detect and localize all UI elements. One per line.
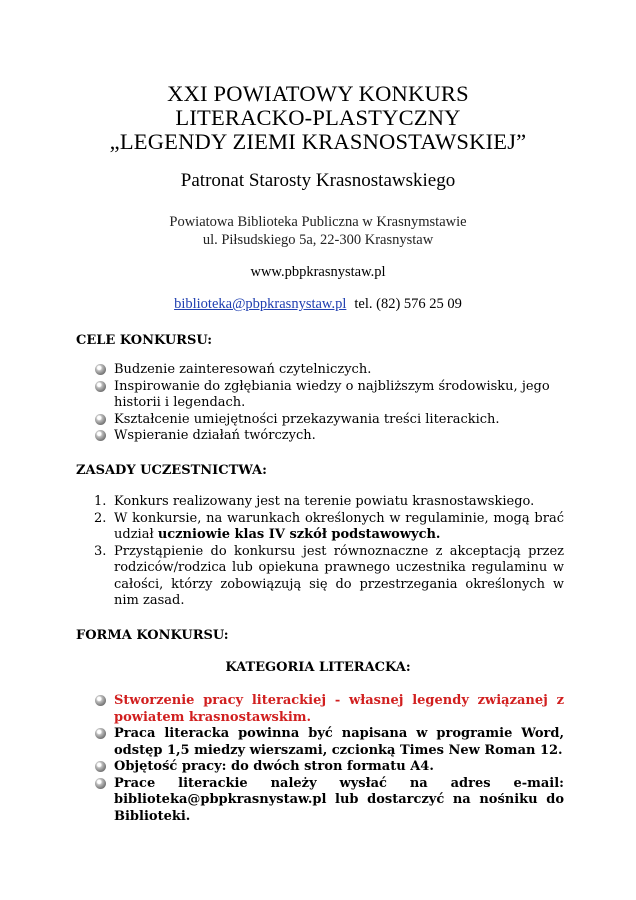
item-number: 2. — [94, 510, 107, 526]
rule-text: Konkurs realizowany jest na terenie powiatu krasnostawskiego. — [114, 494, 535, 509]
item-number: 1. — [94, 494, 107, 509]
title-line-3: „LEGENDY ZIEMI KRASNOSTAWSKIEJ” — [109, 129, 527, 154]
goal-text: Kształcenie umiejętności przekazywania treści literackich. — [114, 411, 500, 427]
phone-number: tel. (82) 576 25 09 — [354, 296, 462, 312]
bullet-icon — [95, 364, 106, 375]
goal-text: Inspirowanie do zgłębiania wiedzy o najbliższym środowisku, jego historii i legendach. — [114, 378, 550, 410]
goal-text: Budzenie zainteresowań czytelniczych. — [114, 362, 372, 377]
section-heading-zasady: ZASADY UCZESTNICTWA: — [76, 463, 267, 478]
list-item — [94, 362, 564, 379]
rule-bold-text: uczniowie klas IV szkół podstawowych. — [157, 527, 441, 542]
list-item — [94, 544, 564, 610]
rule-text: W konkursie, na warunkach określonych w regulaminie, mogą brać udział — [114, 510, 564, 542]
bullet-icon — [95, 778, 106, 789]
goal-text: Wspieranie działań twórczych. — [114, 428, 316, 443]
section-heading-forma: FORMA KONKURSU: — [76, 628, 229, 643]
goals-list — [94, 362, 564, 445]
category-heading: KATEGORIA LITERACKA: — [225, 660, 411, 675]
bullet-icon — [95, 695, 106, 706]
contact-line — [0, 296, 636, 313]
website-link[interactable]: www.pbpkrasnystaw.pl — [250, 264, 386, 280]
email-link[interactable]: biblioteka@pbpkrasnystaw.pl — [174, 296, 347, 312]
list-item — [94, 726, 564, 759]
list-item — [94, 379, 564, 412]
list-item — [94, 412, 564, 429]
item-number: 3. — [94, 543, 107, 559]
category-text: Prace literackie należy wysłać na adres e-mail: biblioteka@pbpkrasnystaw.pl lub dostarczyć na nośniku do Biblioteki. — [114, 775, 564, 824]
library-address: ul. Piłsudskiego 5a, 22-300 Krasnystaw — [202, 232, 434, 248]
literary-category-list — [94, 693, 564, 825]
category-text: Objętość pracy: do dwóch stron formatu A4. — [114, 759, 434, 774]
list-item — [94, 494, 564, 511]
patronage-line: Patronat Starosty Krasnostawskiego — [180, 170, 456, 191]
title-line-1: XXI POWIATOWY KONKURS — [167, 81, 469, 106]
library-name: Powiatowa Biblioteka Publiczna w Krasnymstawie — [169, 214, 467, 230]
bullet-icon — [95, 414, 106, 425]
list-item — [94, 511, 564, 544]
title-line-2: LITERACKO-PLASTYCZNY — [175, 105, 461, 130]
bullet-icon — [95, 728, 106, 739]
list-item — [94, 759, 564, 776]
rules-list — [94, 494, 564, 610]
category-text: Praca literacka powinna być napisana w programie Word, odstęp 1,5 miedzy wierszami, czcionką Times New Roman 12. — [114, 726, 564, 758]
list-item — [94, 428, 564, 445]
list-item — [94, 776, 564, 826]
rule-text: Przystąpienie do konkursu jest równoznaczne z akceptacją przez rodziców/rodzica lub opiekuna prawnego uczestnika regulaminu w całości, którzy zobowiązują się do przestrzegania określonych w nim zasad. — [114, 543, 564, 608]
section-heading-cele: CELE KONKURSU: — [76, 333, 213, 348]
list-item — [94, 693, 564, 726]
bullet-icon — [95, 761, 106, 772]
bullet-icon — [95, 381, 106, 392]
category-text-highlight: Stworzenie pracy literackiej - własnej legendy związanej z powiatem krasnostawskim. — [114, 693, 564, 725]
bullet-icon — [95, 430, 106, 441]
